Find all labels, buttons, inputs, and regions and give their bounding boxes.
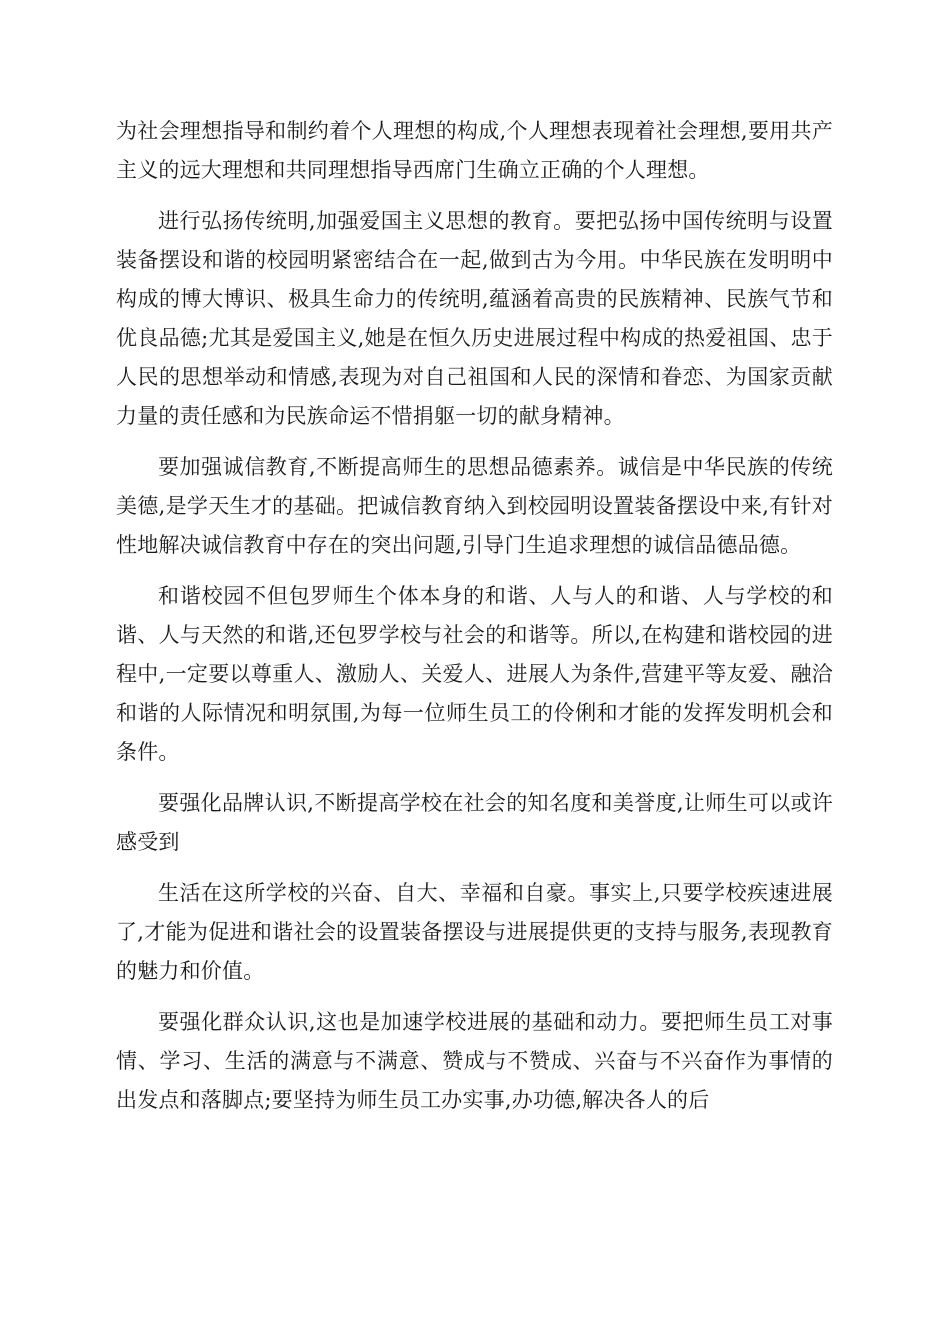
- document-body: [116, 112, 833, 1132]
- paragraph-5: 要强化品牌认识,不断提高学校在社会的知名度和美誉度,让师生可以或许感受到: [116, 791, 833, 854]
- paragraph-4: 和谐校园不但包罗师生个体本身的和谐、人与人的和谐、人与学校的和谐、人与天然的和谐,还包罗学校与社会的和谐等。所以,在构建和谐校园的进程中,一定要以尊重人、激励人、关爱人、进展人为条件,营建平等友爱、融洽和谐的人际情况和明氛围,为每一位师生员工的伶俐和才能的发挥发明机会和条件。: [116, 584, 833, 764]
- paragraph-3: 要加强诚信教育,不断提高师生的思想品德素养。诚信是中华民族的传统美德,是学天生才的基础。把诚信教育纳入到校园明设置装备摆设中来,有针对性地解决诚信教育中存在的突出问题,引导门生追求理想的诚信品德品德。: [116, 455, 833, 557]
- paragraph-1: 为社会理想指导和制约着个人理想的构成,个人理想表现着社会理想,要用共产主义的远大理想和共同理想指导西席门生确立正确的个人理想。: [116, 119, 833, 182]
- paragraph-6: 生活在这所学校的兴奋、自大、幸福和自豪。事实上,只要学校疾速进展了,才能为促进和谐社会的设置装备摆设与进展提供更的支持与服务,表现教育的魅力和价值。: [116, 881, 833, 983]
- paragraph-2: 进行弘扬传统明,加强爱国主义思想的教育。要把弘扬中国传统明与设置装备摆设和谐的校园明紧密结合在一起,做到古为今用。中华民族在发明明中构成的博大博识、极具生命力的传统明,蕴涵着高贵的民族精神、民族气节和优良品德;尤其是爱国主义,她是在恒久历史进展过程中构成的热爱祖国、忠于人民的思想举动和情感,表现为对自己祖国和人民的深情和眷恋、为国家贡献力量的责任感和为民族命运不惜捐躯一切的献身精神。: [116, 209, 833, 428]
- paragraph-7: 要强化群众认识,这也是加速学校进展的基础和动力。要把师生员工对事情、学习、生活的满意与不满意、赞成与不赞成、兴奋与不兴奋作为事情的出发点和落脚点;要坚持为师生员工办实事,办功德,解决各人的后: [116, 1010, 833, 1112]
